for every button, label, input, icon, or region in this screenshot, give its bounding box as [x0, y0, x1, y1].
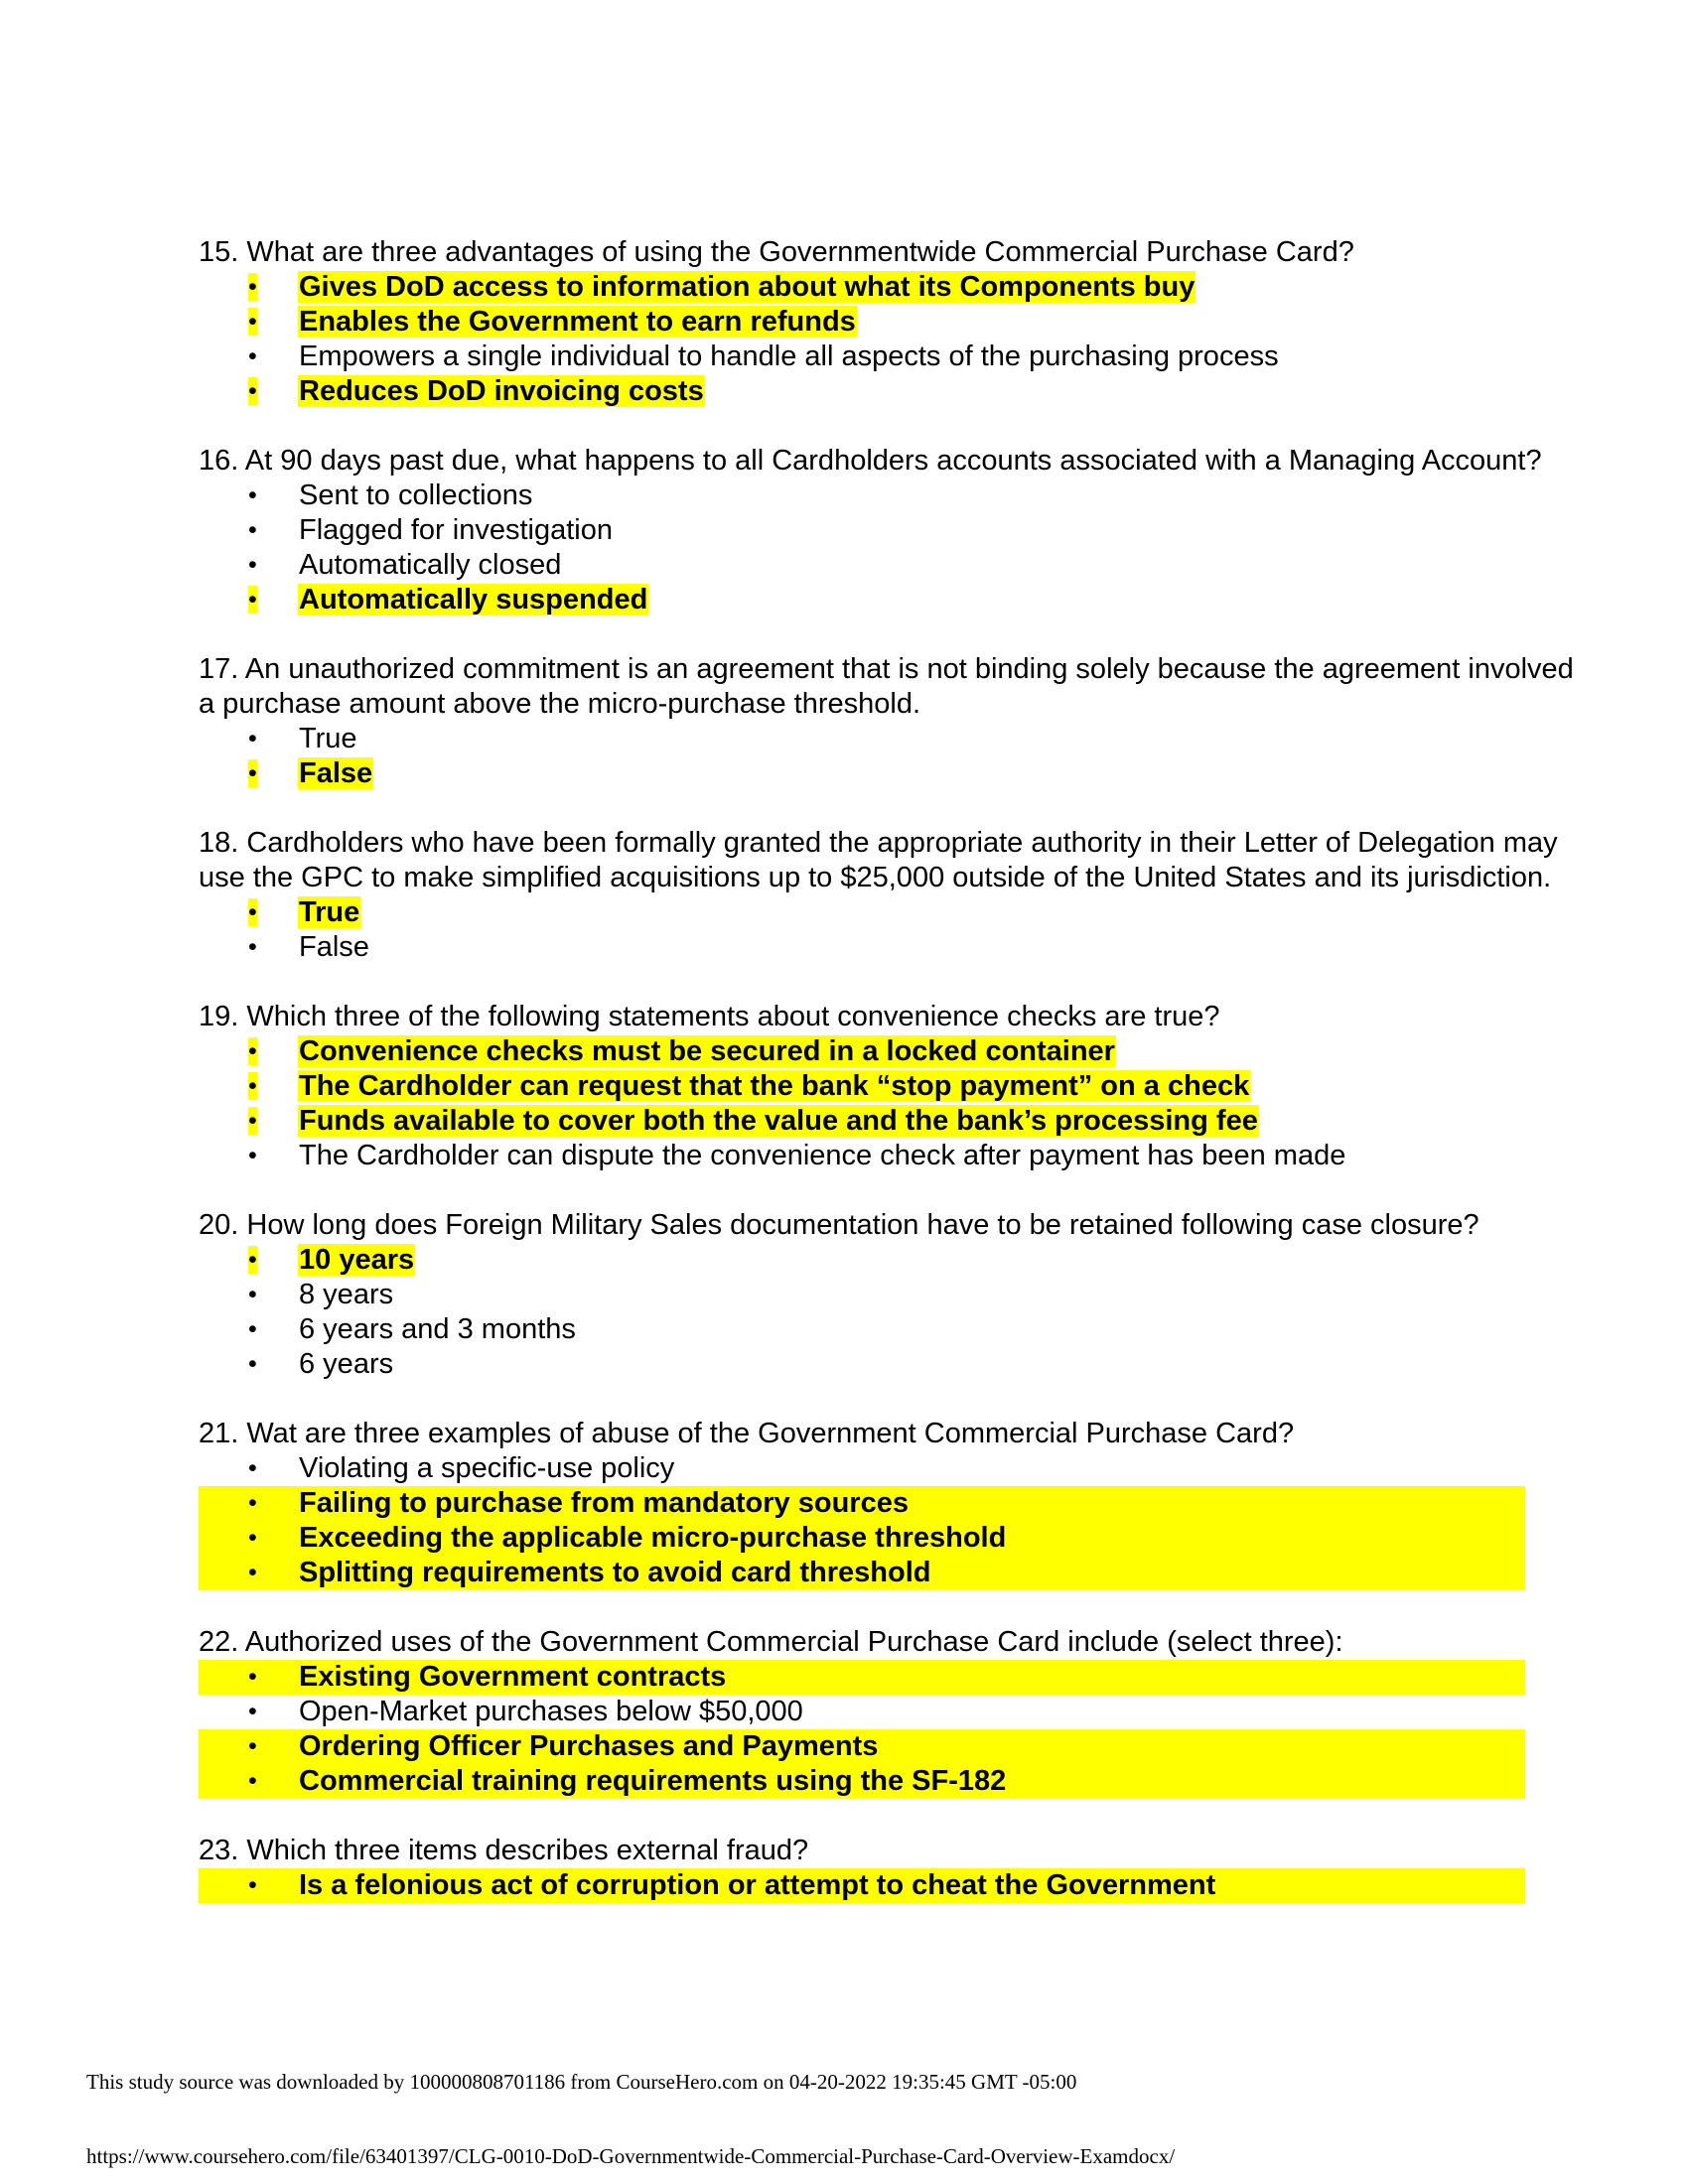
question-text [199, 826, 1589, 895]
answer-option-label: Enables the Government to earn refunds [299, 306, 856, 338]
answer-option-label: 8 years [299, 1279, 394, 1310]
question-prompt: Which three of the following statements about convenience checks are true? [246, 1001, 1220, 1032]
question-prompt: How long does Foreign Military Sales documentation have to be retained following case closure? [246, 1209, 1479, 1241]
question-number: 17. [199, 653, 239, 685]
answer-option-correct [199, 1729, 1525, 1764]
answer-option-correct [199, 1034, 1589, 1069]
bullet-mark: • [248, 1037, 257, 1065]
answer-options [199, 270, 1589, 409]
answer-option-label: Flagged for investigation [299, 514, 613, 546]
footer-url: https://www.coursehero.com/file/63401397/CLG-0010-DoD-Governmentwide-Commercial-Purchase-Card-Overview-Examdocx/ [86, 2144, 1176, 2168]
bullet-icon [248, 930, 298, 965]
bullet-mark: • [248, 1732, 257, 1760]
answer-option-correct [199, 1521, 1525, 1556]
bullet-icon [248, 1451, 298, 1486]
question-list [199, 235, 1589, 1938]
footer-source-line: This study source was downloaded by 100000808701186 from CourseHero.com on 04-20-2022 19:35:45 GMT -05:00 [86, 2070, 1077, 2094]
answer-options [199, 1660, 1589, 1799]
answer-option [199, 1312, 1589, 1347]
bullet-icon [248, 1521, 298, 1556]
question-prompt: Authorized uses of the Government Commercial Purchase Card include (select three): [244, 1626, 1343, 1658]
bullet-mark: • [248, 377, 257, 405]
question-text [199, 1625, 1589, 1660]
answer-option [199, 513, 1589, 548]
answer-option-label: Violating a specific-use policy [299, 1452, 675, 1484]
bullet-icon [248, 1069, 298, 1104]
question-number: 15. [199, 236, 239, 268]
bullet-mark: • [248, 586, 257, 614]
question-prompt: What are three advantages of using the Governmentwide Commercial Purchase Card? [246, 236, 1354, 268]
answer-options [199, 1868, 1589, 1903]
answer-option-label: True [299, 723, 357, 754]
bullet-mark: • [248, 1524, 257, 1552]
question-text [199, 1208, 1589, 1243]
question-block [199, 1208, 1589, 1382]
answer-option-label: The Cardholder can dispute the convenience check after payment has been made [299, 1140, 1346, 1171]
answer-options [199, 895, 1589, 965]
bullet-icon [248, 1729, 298, 1764]
question-number: 19. [199, 1001, 239, 1032]
bullet-mark: • [248, 898, 257, 926]
answer-option-label: Existing Government contracts [299, 1661, 727, 1693]
answer-option-label: The Cardholder can request that the bank “stop payment” on a check [299, 1070, 1250, 1102]
bullet-icon [248, 1104, 298, 1139]
bullet-icon [248, 513, 298, 548]
bullet-icon [248, 1312, 298, 1347]
question-block [199, 826, 1589, 965]
answer-option-label: Funds available to cover both the value and the bank’s processing fee [299, 1105, 1258, 1137]
answer-option [199, 478, 1589, 513]
answer-option-label: 6 years [299, 1348, 394, 1380]
question-prompt: An unauthorized commitment is an agreement that is not binding solely because the agreement involved a purchase amount above the micro-purchase threshold. [199, 653, 1574, 720]
question-number: 23. [199, 1835, 239, 1866]
bullet-mark: • [248, 1350, 257, 1378]
bullet-mark: • [248, 481, 257, 509]
answer-option-label: True [299, 896, 360, 928]
bullet-icon [248, 340, 298, 374]
answer-option [199, 1451, 1589, 1486]
answer-option-correct [199, 1868, 1525, 1903]
answer-option [199, 722, 1589, 756]
bullet-icon [248, 1486, 298, 1521]
answer-option-label: False [299, 757, 373, 789]
bullet-icon [248, 548, 298, 583]
bullet-icon [248, 1034, 298, 1069]
question-number: 18. [199, 827, 239, 859]
question-text [199, 1000, 1589, 1034]
question-number: 21. [199, 1418, 239, 1449]
answer-option-label: Open-Market purchases below $50,000 [299, 1696, 803, 1727]
bullet-icon [248, 1764, 298, 1799]
answer-option-correct [199, 1104, 1589, 1139]
question-prompt: Wat are three examples of abuse of the Government Commercial Purchase Card? [246, 1418, 1295, 1449]
bullet-icon [248, 374, 298, 409]
bullet-icon [248, 895, 298, 930]
bullet-mark: • [248, 308, 257, 336]
question-text [199, 1417, 1589, 1451]
answer-option-correct [199, 756, 1589, 791]
question-block [199, 235, 1589, 409]
bullet-icon [248, 1278, 298, 1312]
answer-option-label: Sent to collections [299, 479, 533, 511]
answer-option-correct [199, 895, 1589, 930]
answer-option-correct [199, 1243, 1589, 1278]
bullet-mark: • [248, 1698, 257, 1725]
bullet-icon [248, 756, 298, 791]
bullet-mark: • [248, 933, 257, 961]
question-block [199, 652, 1589, 791]
bullet-mark: • [248, 516, 257, 544]
bullet-mark: • [248, 1072, 257, 1100]
question-number: 20. [199, 1209, 239, 1241]
answer-options [199, 478, 1589, 617]
bullet-mark: • [248, 1107, 257, 1135]
question-block [199, 1834, 1589, 1903]
bullet-icon [248, 583, 298, 617]
answer-option [199, 1695, 1589, 1729]
answer-option-correct [199, 1069, 1589, 1104]
bullet-icon [248, 305, 298, 340]
bullet-mark: • [248, 759, 257, 787]
bullet-icon [248, 270, 298, 305]
answer-option [199, 1278, 1589, 1312]
answer-option-correct [199, 374, 1589, 409]
answer-option-label: 6 years and 3 months [299, 1313, 576, 1345]
bullet-mark: • [248, 273, 257, 301]
bullet-icon [248, 722, 298, 756]
answer-option-correct [199, 1764, 1525, 1799]
answer-option-label: Reduces DoD invoicing costs [299, 375, 704, 407]
answer-option-correct [199, 1556, 1525, 1590]
bullet-mark: • [248, 551, 257, 579]
bullet-mark: • [248, 1871, 257, 1899]
bullet-icon [248, 1556, 298, 1590]
answer-option [199, 1347, 1589, 1382]
answer-option-label: Is a felonious act of corruption or attempt to cheat the Government [299, 1869, 1216, 1901]
answer-option-label: Empowers a single individual to handle all aspects of the purchasing process [299, 341, 1279, 372]
bullet-mark: • [248, 1489, 257, 1517]
bullet-mark: • [248, 1142, 257, 1169]
answer-option-label: 10 years [299, 1244, 415, 1276]
answer-option [199, 340, 1589, 374]
answer-option-label: Gives DoD access to information about what its Components buy [299, 271, 1196, 303]
answer-option-correct [199, 270, 1589, 305]
bullet-icon [248, 1243, 298, 1278]
answer-option-label: False [299, 931, 369, 963]
answer-option-label: Automatically closed [299, 549, 562, 581]
answer-option-correct [199, 583, 1589, 617]
question-text [199, 235, 1589, 270]
question-text [199, 652, 1589, 722]
bullet-icon [248, 1868, 298, 1903]
answer-option-label: Convenience checks must be secured in a locked container [299, 1035, 1115, 1067]
bullet-mark: • [248, 1246, 257, 1274]
question-block [199, 1417, 1589, 1590]
answer-option-label: Automatically suspended [299, 584, 648, 615]
answer-option [199, 1139, 1589, 1173]
answer-option-label: Failing to purchase from mandatory sources [299, 1487, 909, 1519]
question-number: 16. [199, 445, 239, 477]
answer-option [199, 548, 1589, 583]
bullet-mark: • [248, 725, 257, 752]
answer-options [199, 1243, 1589, 1382]
bullet-icon [248, 1695, 298, 1729]
bullet-mark: • [248, 1767, 257, 1795]
bullet-mark: • [248, 1315, 257, 1343]
question-number: 22. [199, 1626, 239, 1658]
bullet-icon [248, 478, 298, 513]
question-text [199, 1834, 1589, 1868]
question-prompt: Which three items describes external fraud? [246, 1835, 809, 1866]
answer-option-label: Splitting requirements to avoid card threshold [299, 1557, 931, 1588]
answer-option-correct [199, 1660, 1525, 1695]
answer-options [199, 1034, 1589, 1173]
question-prompt: Cardholders who have been formally granted the appropriate authority in their Letter of Delegation may use the GPC to make simplified acquisitions up to $25,000 outside of the United States and its jurisdiction. [199, 827, 1558, 893]
bullet-mark: • [248, 1454, 257, 1482]
question-text [199, 444, 1589, 478]
answer-options [199, 722, 1589, 791]
answer-option [199, 930, 1589, 965]
answer-option-correct [199, 1486, 1525, 1521]
bullet-icon [248, 1139, 298, 1173]
answer-option-label: Ordering Officer Purchases and Payments [299, 1730, 879, 1762]
bullet-icon [248, 1660, 298, 1695]
bullet-mark: • [248, 1281, 257, 1308]
question-prompt: At 90 days past due, what happens to all Cardholders accounts associated with a Managing Account? [244, 445, 1542, 477]
bullet-mark: • [248, 1663, 257, 1691]
bullet-icon [248, 1347, 298, 1382]
answer-option-label: Exceeding the applicable micro-purchase threshold [299, 1522, 1007, 1554]
answer-options [199, 1451, 1589, 1590]
bullet-mark: • [248, 1559, 257, 1586]
answer-option-label: Commercial training requirements using the SF-182 [299, 1765, 1007, 1797]
answer-option-correct [199, 305, 1589, 340]
question-block [199, 1000, 1589, 1173]
question-block [199, 444, 1589, 617]
bullet-mark: • [248, 342, 257, 370]
question-block [199, 1625, 1589, 1799]
